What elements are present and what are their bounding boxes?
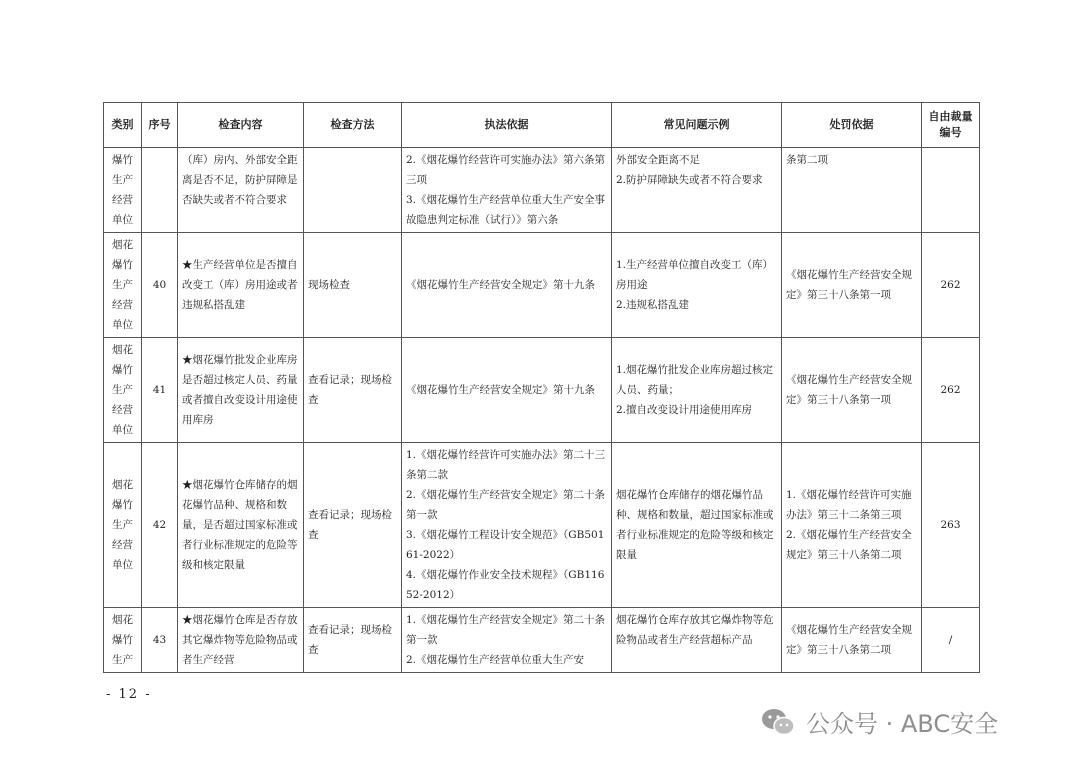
cell-category: 爆竹生产经营单位: [104, 148, 142, 233]
table-header-row: [104, 103, 980, 148]
header-category: 类别: [104, 103, 142, 148]
cell-method: 现场检查: [304, 233, 402, 338]
header-penalty: 处罚依据: [782, 103, 922, 148]
cell-code: 262: [922, 233, 980, 338]
header-method: 检查方法: [304, 103, 402, 148]
table-row: [104, 608, 980, 673]
table-row: [104, 233, 980, 338]
watermark: [760, 704, 998, 739]
inspection-table: [103, 102, 980, 673]
header-no: 序号: [142, 103, 178, 148]
problem-line: 1.烟花爆竹批发企业库房超过核定人员、药量；: [616, 364, 774, 396]
cell-problems: [612, 148, 782, 233]
cell-content: ★烟花爆竹仓库是否存放其它爆炸物等危险物品或者生产经营: [178, 608, 304, 673]
cell-content: ★生产经营单位是否擅自改变工（库）房用途或者违规私搭乱建: [178, 233, 304, 338]
cell-penalty: [782, 443, 922, 608]
penalty-line: 1.《烟花爆竹经营许可实施办法》第三十二条第三项: [786, 489, 912, 521]
cell-penalty: [782, 233, 922, 338]
basis-line: 1.《烟花爆竹生产经营安全规定》第二十条第一款: [406, 614, 606, 646]
problem-line: 2.违规私搭乱建: [616, 299, 690, 311]
problem-line: 2.防护屏障缺失或者不符合要求: [616, 174, 763, 186]
penalty-line: 条第二项: [786, 154, 828, 166]
basis-line: 《烟花爆竹生产经营安全规定》第十九条: [406, 384, 595, 396]
cell-penalty: [782, 608, 922, 673]
cell-method: 查看记录；现场检查: [304, 608, 402, 673]
cell-no: 41: [142, 338, 178, 443]
header-problems: 常见问题示例: [612, 103, 782, 148]
cell-no: [142, 148, 178, 233]
cell-category: 烟花爆竹生产经营单位: [104, 338, 142, 443]
penalty-line: 2.《烟花爆竹生产经营安全规定》第三十八条第二项: [786, 529, 912, 561]
basis-line: 2.《烟花爆竹生产经营安全规定》第二十条第一款: [406, 489, 606, 521]
cell-basis: [402, 443, 612, 608]
problem-line: 1.生产经营单位擅自改变工（库）房用途: [616, 259, 774, 291]
cell-penalty: [782, 338, 922, 443]
basis-line: 2.《烟花爆竹生产经营单位重大生产安: [406, 654, 585, 666]
header-basis: 执法依据: [402, 103, 612, 148]
cell-category: 烟花爆竹生产经营单位: [104, 233, 142, 338]
cell-code: 262: [922, 338, 980, 443]
cell-no: 40: [142, 233, 178, 338]
header-code: 自由裁量编号: [922, 103, 980, 148]
cell-content: （库）房内、外部安全距离是否不足，防护屏障是否缺失或者不符合要求: [178, 148, 304, 233]
cell-no: 42: [142, 443, 178, 608]
page-number: - 12 -: [106, 687, 152, 702]
cell-content: ★烟花爆竹批发企业库房是否超过核定人员、药量或者擅自改变设计用途使用库房: [178, 338, 304, 443]
header-content: 检查内容: [178, 103, 304, 148]
cell-category: 烟花爆竹生产: [104, 608, 142, 673]
cell-method: 查看记录；现场检查: [304, 443, 402, 608]
basis-line: 3.《烟花爆竹生产经营单位重大生产安全事故隐患判定标准（试行）》第六条: [406, 194, 606, 226]
cell-code: 263: [922, 443, 980, 608]
basis-line: 2.《烟花爆竹经营许可实施办法》第六条第三项: [406, 154, 606, 186]
cell-problems: [612, 233, 782, 338]
cell-method: [304, 148, 402, 233]
problem-line: 外部安全距离不足: [616, 154, 700, 166]
penalty-line: 《烟花爆竹生产经营安全规定》第三十八条第一项: [786, 374, 912, 406]
table-row: [104, 443, 980, 608]
table-row: [104, 148, 980, 233]
cell-basis: [402, 148, 612, 233]
cell-basis: [402, 233, 612, 338]
penalty-line: 《烟花爆竹生产经营安全规定》第三十八条第二项: [786, 624, 912, 656]
basis-line: 1.《烟花爆竹经营许可实施办法》第二十三条第二款: [406, 449, 606, 481]
cell-code: /: [922, 608, 980, 673]
watermark-text: 公众号 · ABC安全: [806, 710, 999, 738]
problem-line: 烟花爆竹仓库存放其它爆炸物等危险物品或者生产经营超标产品: [616, 614, 774, 646]
table-row: [104, 338, 980, 443]
cell-category: 烟花爆竹生产经营单位: [104, 443, 142, 608]
cell-method: 查看记录；现场检查: [304, 338, 402, 443]
cell-problems: [612, 443, 782, 608]
cell-basis: [402, 338, 612, 443]
problem-line: 2.擅自改变设计用途使用库房: [616, 404, 753, 416]
basis-line: 4.《烟花爆竹作业安全技术规程》（GB11652-2012）: [406, 569, 605, 601]
basis-line: 《烟花爆竹生产经营安全规定》第十九条: [406, 279, 595, 291]
cell-penalty: [782, 148, 922, 233]
cell-no: 43: [142, 608, 178, 673]
cell-content: ★烟花爆竹仓库储存的烟花爆竹品种、规格和数量，是否超过国家标准或者行业标准规定的危险等级和核定限量: [178, 443, 304, 608]
wechat-icon: [760, 707, 796, 737]
cell-basis: [402, 608, 612, 673]
cell-problems: [612, 608, 782, 673]
basis-line: 3.《烟花爆竹工程设计安全规范》（GB50161-2022）: [406, 529, 605, 561]
penalty-line: 《烟花爆竹生产经营安全规定》第三十八条第一项: [786, 269, 912, 301]
cell-problems: [612, 338, 782, 443]
problem-line: 烟花爆竹仓库储存的烟花爆竹品种、规格和数量，超过国家标准或者行业标准规定的危险等级和核定限量: [616, 489, 774, 561]
cell-code: [922, 148, 980, 233]
